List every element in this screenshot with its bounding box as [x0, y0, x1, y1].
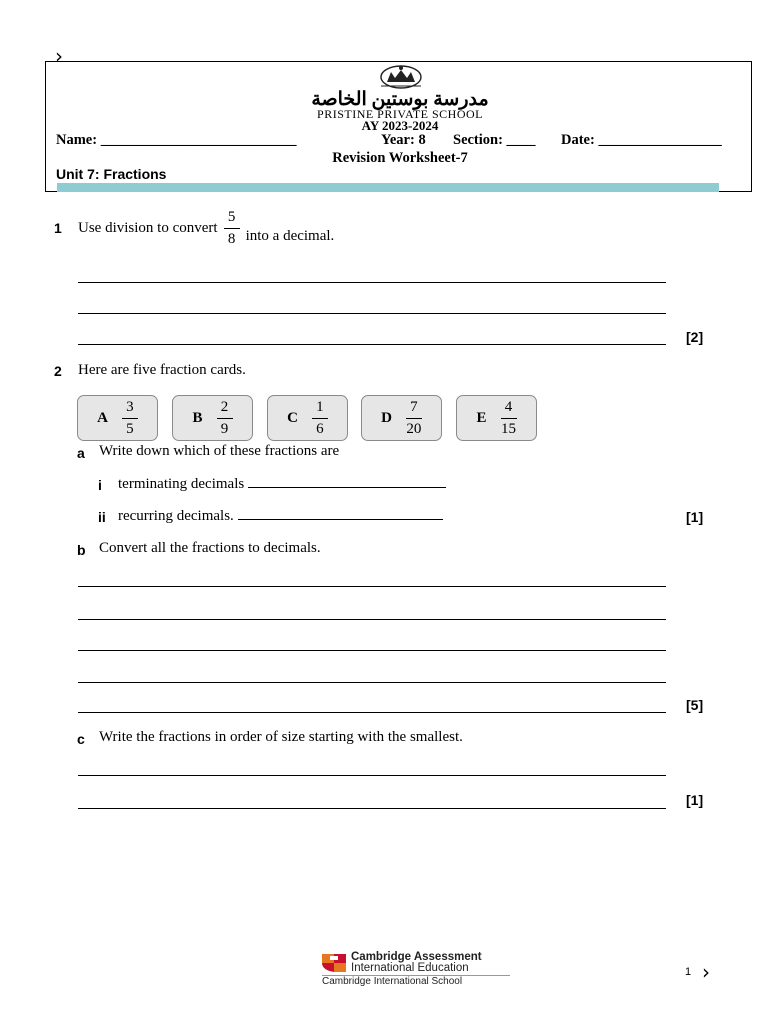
card-fraction	[312, 399, 328, 437]
unit-title: Unit 7: Fractions	[56, 166, 167, 182]
cambridge-shield-icon	[321, 953, 347, 973]
fraction-bar	[312, 418, 328, 419]
footer-org-line-1: Cambridge Assessment	[351, 951, 482, 963]
academic-year: AY 2023-2024	[361, 118, 439, 133]
name-field[interactable]: Name: ___________________________	[56, 132, 297, 148]
card-letter: C	[287, 409, 298, 426]
question-2-number: 2	[54, 363, 62, 379]
footer-org-line-2: International Education	[351, 962, 469, 974]
section-field[interactable]: Section: ____	[453, 132, 536, 148]
part-a-ii-label: ii	[98, 509, 106, 525]
answer-line[interactable]	[78, 775, 666, 776]
question-2-intro: Here are five fraction cards.	[78, 362, 246, 378]
footer-org-subtitle: Cambridge International School	[322, 976, 463, 987]
next-page-chevron-icon[interactable]: ›	[702, 960, 710, 984]
page-number: 1	[685, 966, 692, 978]
fraction-numerator: 4	[504, 399, 513, 415]
part-a-i-text: terminating decimals	[118, 476, 245, 492]
fraction-numerator: 3	[126, 399, 134, 415]
part-a-label: a	[77, 445, 85, 461]
part-b-marks: [5]	[686, 697, 704, 713]
answer-line[interactable]	[78, 313, 666, 314]
fraction-bar	[122, 418, 138, 419]
answer-blank[interactable]	[238, 519, 443, 520]
fraction-card-c	[267, 395, 348, 441]
part-a-i-label: i	[98, 477, 102, 493]
fraction-bar	[217, 418, 233, 419]
fraction-numerator: 1	[316, 399, 324, 415]
answer-line[interactable]	[78, 808, 666, 809]
part-a-text: Write down which of these fractions are	[99, 443, 340, 459]
top-nav-chevron-icon: ›	[55, 44, 63, 68]
answer-line[interactable]	[78, 619, 666, 620]
question-1-number: 1	[54, 220, 62, 236]
card-letter: A	[97, 409, 108, 426]
question-1-text-before: Use division to convert	[78, 219, 218, 236]
card-fraction	[217, 399, 233, 437]
fraction-numerator: 7	[410, 399, 418, 415]
school-emblem-icon	[373, 64, 429, 90]
card-fraction	[122, 399, 138, 437]
part-c-text: Write the fractions in order of size starting with the smallest.	[99, 729, 463, 745]
fraction-bar	[224, 228, 240, 229]
answer-line[interactable]	[78, 712, 666, 713]
answer-line[interactable]	[78, 586, 666, 587]
card-letter: B	[192, 409, 203, 426]
fraction-denominator: 20	[406, 420, 422, 437]
part-c-marks: [1]	[686, 792, 704, 808]
answer-line[interactable]	[78, 344, 666, 345]
fraction-card-d	[361, 395, 442, 441]
question-1-text-after: into a decimal.	[245, 228, 335, 244]
fraction-denominator: 9	[220, 420, 229, 437]
card-fraction	[406, 399, 422, 437]
fraction-bar	[406, 418, 422, 419]
card-letter: E	[476, 409, 487, 426]
fraction-denominator: 6	[316, 420, 324, 437]
answer-line[interactable]	[78, 682, 666, 683]
date-field[interactable]: Date: _________________	[561, 132, 722, 148]
fraction-card-b	[172, 395, 253, 441]
school-name-arabic: مدرسة بوستين الخاصة	[311, 89, 489, 110]
fraction-bar	[501, 418, 517, 419]
part-b-text: Convert all the fractions to decimals.	[99, 540, 321, 556]
part-a-marks: [1]	[686, 509, 704, 525]
fraction-card-e	[456, 395, 537, 441]
year-label: Year: 8	[381, 132, 426, 148]
fraction-denominator: 5	[126, 420, 134, 437]
fraction-denominator: 15	[501, 420, 516, 437]
worksheet-title: Revision Worksheet-7	[332, 150, 468, 166]
card-fraction	[501, 399, 517, 437]
answer-line[interactable]	[78, 282, 666, 283]
part-a-ii-row	[118, 508, 443, 525]
fraction-5-8	[224, 209, 240, 247]
fraction-card-a	[77, 395, 158, 441]
question-1-marks: [2]	[686, 329, 704, 345]
fraction-numerator: 2	[220, 399, 229, 415]
part-a-ii-text: recurring decimals.	[118, 508, 234, 524]
card-letter: D	[381, 409, 392, 426]
fraction-numerator: 5	[227, 209, 236, 225]
part-a-i-row	[118, 476, 446, 493]
question-1-text	[78, 209, 334, 247]
answer-line[interactable]	[78, 650, 666, 651]
fraction-denominator: 8	[227, 230, 236, 247]
answer-blank[interactable]	[248, 487, 446, 488]
part-c-label: c	[77, 731, 85, 747]
header-accent-bar	[57, 183, 719, 192]
part-b-label: b	[77, 542, 86, 558]
school-name-english: PRISTINE PRIVATE SCHOOL	[317, 107, 483, 121]
